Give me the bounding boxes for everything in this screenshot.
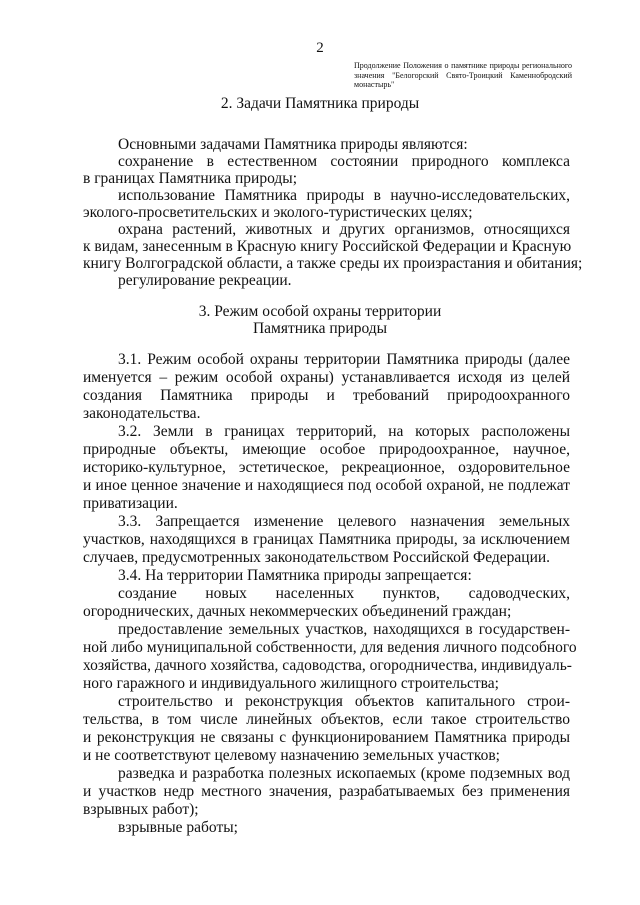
section-2-title: 2. Задачи Памятника природы xyxy=(220,95,420,112)
section-3-title-line-2: Памятника природы xyxy=(252,320,388,337)
paragraph-line: 3.2. Земли в границах территорий, на которых расположены xyxy=(118,423,570,440)
paragraph-line: ного гаражного и индивидуального жилищного строительства; xyxy=(83,675,499,692)
paragraph-line: 3.1. Режим особой охраны территории Памятника природы (далее xyxy=(118,351,570,368)
paragraph-line: книгу Волгоградской области, а также среды их произрастания и обитания; xyxy=(83,255,583,272)
paragraph-line: взрывные работы; xyxy=(118,819,238,836)
paragraph-line: предоставление земельных участков, находящихся в государствен- xyxy=(118,621,570,638)
paragraph-line: использование Памятника природы в научно-исследовательских, xyxy=(118,187,570,204)
paragraph-line: участков, находящихся в границах Памятника природы, за исключением xyxy=(83,531,570,548)
paragraph-line: Основными задачами Памятника природы являются: xyxy=(118,136,468,153)
paragraph-line: случаев, предусмотренных законодательством Российской Федерации. xyxy=(83,549,551,566)
paragraph-line: 3.3. Запрещается изменение целевого назначения земельных xyxy=(118,513,570,530)
paragraph-line: хозяйства, дачного хозяйства, садоводства, огородничества, индивидуаль- xyxy=(83,657,572,674)
paragraph-line: природные объекты, имеющие особое природоохранное, научное, xyxy=(83,441,570,458)
paragraph-line: огороднических, дачных некоммерческих объединений граждан; xyxy=(83,603,512,620)
paragraph-line: создания Памятника природы и требований природоохранного xyxy=(83,387,570,404)
paragraph-line: и участков недр местного значения, разрабатываемых без применения xyxy=(83,783,570,800)
paragraph-line: взрывных работ); xyxy=(83,801,199,818)
page-number: 2 xyxy=(316,40,324,56)
section-3-title-line-1: 3. Режим особой охраны территории xyxy=(198,303,442,320)
paragraph-line: в границах Памятника природы; xyxy=(83,170,297,187)
paragraph-line: тельства, в том числе линейных объектов, если такое строительство xyxy=(83,711,570,728)
paragraph-line: строительство и реконструкция объектов капитального строи- xyxy=(118,693,570,710)
paragraph-line: охрана растений, животных и других организмов, относящихся xyxy=(118,221,570,238)
paragraph-line: 3.4. На территории Памятника природы запрещается: xyxy=(118,567,472,584)
paragraph-line: и не соответствуют целевому назначению земельных участков; xyxy=(83,747,500,764)
paragraph-line: приватизации. xyxy=(83,495,178,512)
paragraph-line: законодательства. xyxy=(83,405,201,422)
paragraph-line: ной либо муниципальной собственности, для ведения личного подсобного xyxy=(83,639,577,656)
paragraph-line: именуется – режим особой охраны) устанавливается исходя из целей xyxy=(83,369,570,386)
paragraph-line: эколого-просветительских и эколого-туристических целях; xyxy=(83,204,473,221)
paragraph-line: и иное ценное значение и находящиеся под особой охраной, не подлежат xyxy=(83,477,570,494)
paragraph-line: создание новых населенных пунктов, садоводческих, xyxy=(118,585,570,602)
paragraph-line: историко-культурное, эстетическое, рекреационное, оздоровительное xyxy=(83,459,570,476)
header-note: Продолжение Положения о памятнике природы регионального значения "Белогорский Свято-Троицкий Каменнобродский монастырь" xyxy=(354,61,572,89)
paragraph-line: регулирование рекреации. xyxy=(118,272,292,289)
paragraph-line: разведка и разработка полезных ископаемых (кроме подземных вод xyxy=(118,765,570,782)
paragraph-line: сохранение в естественном состоянии природного комплекса xyxy=(118,153,570,170)
paragraph-line: и реконструкция не связаны с функционированием Памятника природы xyxy=(83,729,570,746)
paragraph-line: к видам, занесенным в Красную книгу Российской Федерации и Красную xyxy=(83,238,572,255)
